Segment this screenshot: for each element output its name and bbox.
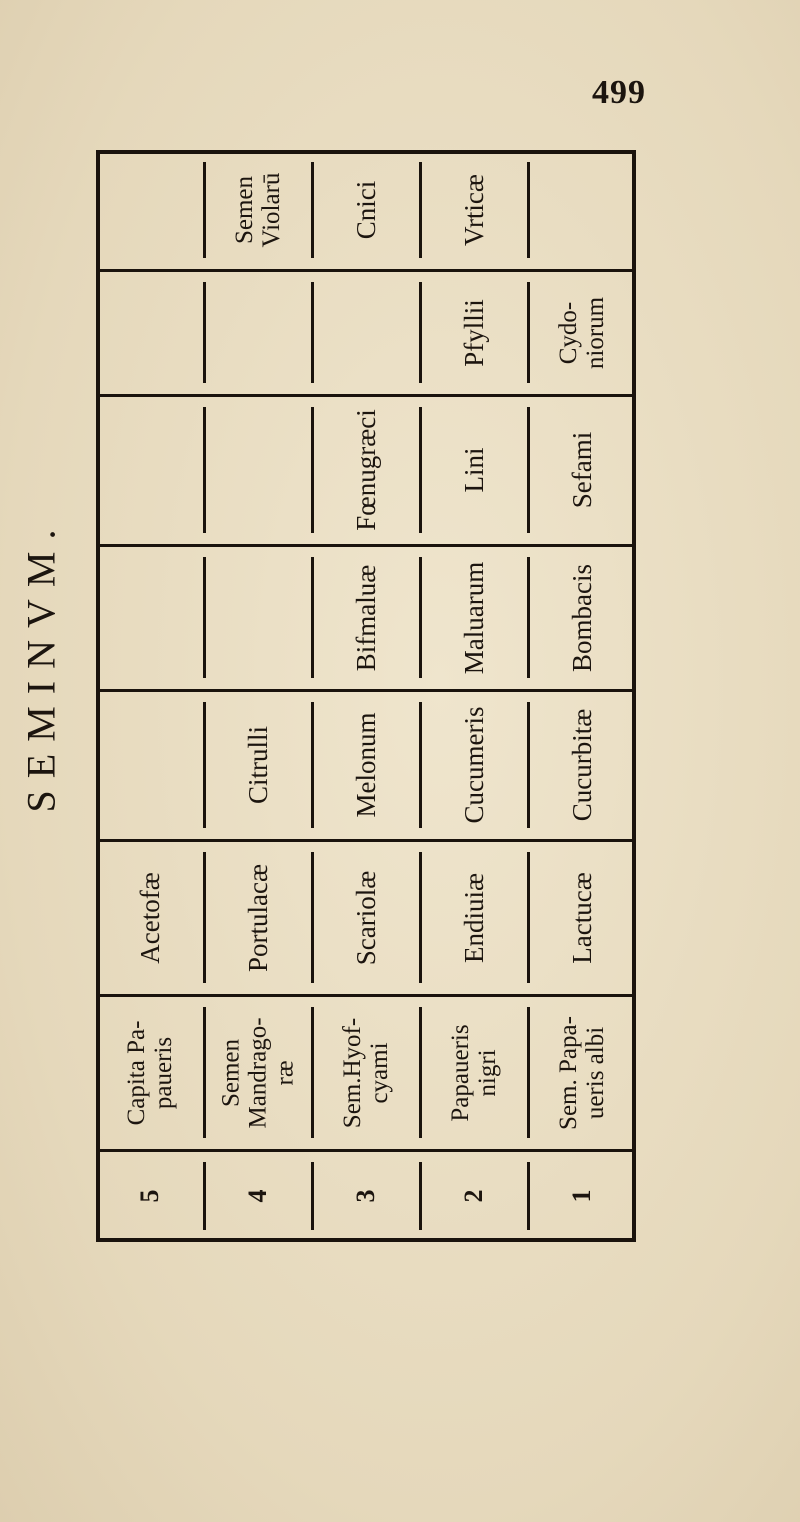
- row-number: 4: [243, 1189, 272, 1203]
- seed-name: Cnici: [351, 180, 381, 240]
- table-cell: [312, 840, 420, 995]
- table-cell: [96, 995, 204, 1150]
- seed-name: Cydo- niorum: [555, 296, 609, 369]
- table-cell: [528, 840, 636, 995]
- seed-name: Vrticæ: [459, 174, 489, 246]
- table-cell: [204, 995, 312, 1150]
- seed-name: Bifmaluæ: [351, 564, 381, 671]
- seed-name: Melonum: [351, 712, 381, 818]
- table-cell: [420, 270, 528, 395]
- table-cell: [204, 270, 312, 395]
- running-title: SEMINVM.: [18, 517, 64, 813]
- table-cell: [96, 840, 204, 995]
- table-cell: [96, 395, 204, 545]
- row-number: 5: [135, 1189, 164, 1203]
- row-number: 2: [459, 1189, 488, 1203]
- table-cell: [420, 545, 528, 690]
- seed-name: Semen Mandrago- ræ: [217, 1016, 299, 1129]
- table-cell: [96, 690, 204, 840]
- table-cell: [420, 395, 528, 545]
- seed-name: Scariolæ: [351, 870, 381, 965]
- table-cell: [96, 270, 204, 395]
- seed-name: Bombacis: [567, 563, 597, 672]
- seed-name: Capita Pa- paueris: [123, 1020, 177, 1125]
- table-cell: [312, 690, 420, 840]
- seed-name: Papaueris nigri: [447, 1023, 501, 1122]
- seed-name: Lini: [459, 447, 489, 493]
- seed-name: Portulacæ: [243, 863, 273, 972]
- seed-name: Semen Violarū: [231, 172, 285, 248]
- seed-name: Citrulli: [243, 725, 273, 805]
- table-cell: [204, 690, 312, 840]
- table-cell: [312, 395, 420, 545]
- seed-table: [96, 150, 636, 1242]
- table-cell: [312, 270, 420, 395]
- page-number: 499: [592, 74, 646, 111]
- table-cell: [528, 395, 636, 545]
- table-cell: [528, 545, 636, 690]
- table-cell: [312, 150, 420, 270]
- row-number: 1: [567, 1189, 596, 1203]
- table-cell: [528, 150, 636, 270]
- table-cell: [528, 690, 636, 840]
- table-cell: [96, 545, 204, 690]
- table-cell: [204, 1150, 312, 1242]
- table-cell: [420, 995, 528, 1150]
- table-cell: [204, 150, 312, 270]
- seed-name: Pfyllii: [459, 298, 489, 367]
- table-cell: [312, 1150, 420, 1242]
- seed-name: Cucumeris: [459, 706, 489, 824]
- table-cell: [528, 995, 636, 1150]
- row-number: 3: [351, 1189, 380, 1203]
- table-cell: [96, 150, 204, 270]
- table-cell: [420, 690, 528, 840]
- seed-name: Maluarum: [459, 561, 489, 674]
- table-cell: [204, 545, 312, 690]
- seed-name: Cucurbitæ: [567, 708, 597, 822]
- seed-name: Sefami: [567, 431, 597, 509]
- running-title-box: [6, 517, 76, 813]
- table-cell: [528, 270, 636, 395]
- seed-name: Lactucæ: [567, 871, 597, 964]
- seed-name: Acetofæ: [135, 871, 165, 964]
- table-cell: [312, 995, 420, 1150]
- seed-name: Endiuiæ: [459, 872, 489, 963]
- table-cell: [312, 545, 420, 690]
- table-cell: [420, 150, 528, 270]
- table-cell: [420, 840, 528, 995]
- table-cell: [204, 395, 312, 545]
- table-cell: [528, 1150, 636, 1242]
- seed-name: Sem.Hyof- cyami: [339, 1017, 393, 1128]
- table-cell: [420, 1150, 528, 1242]
- seed-name: Sem. Papa- ueris albi: [555, 1015, 609, 1130]
- seed-name: Fœnugræci: [351, 409, 381, 531]
- table-cell: [96, 1150, 204, 1242]
- table-cell: [204, 840, 312, 995]
